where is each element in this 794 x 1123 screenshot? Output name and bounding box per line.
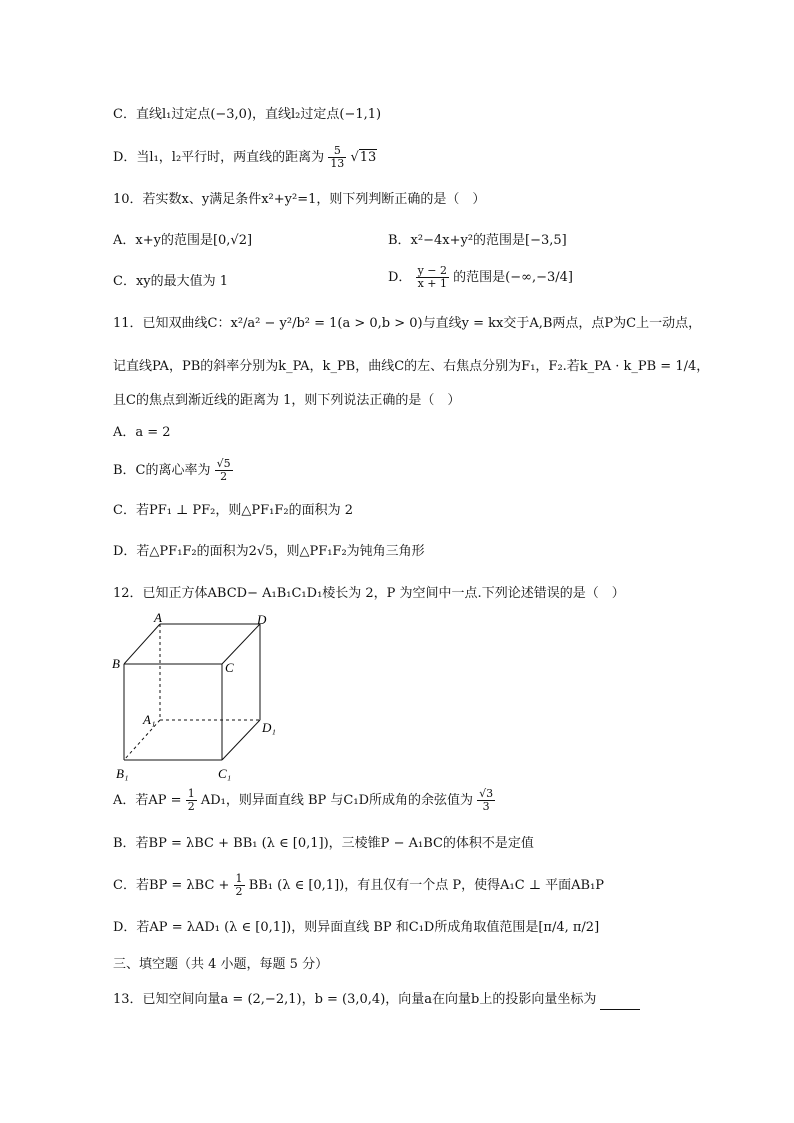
question-13-text: 13．已知空间向量a = (2,−2,1)，b = (3,0,4)，向量a在向量b上的投影向量坐标为 (113, 992, 597, 1007)
option-12a-pre: A．若AP = (113, 793, 186, 808)
sqrt-13: √13 (350, 150, 377, 165)
option-10d (388, 265, 573, 290)
fraction-sqrt5-2 (215, 458, 233, 483)
option-11c: C．若PF₁ ⊥ PF₂，则△PF₁F₂的面积为 2 (113, 503, 354, 518)
section-3-heading: 三、填空题（共 4 小题，每题 5 分） (113, 957, 329, 972)
question-10: 10．若实数x、y满足条件x²+y²=1，则下列判断正确的是（ ） (113, 192, 486, 207)
fraction-denominator: x + 1 (417, 277, 447, 290)
option-10a: A．x+y的范围是[0,√2] (113, 233, 253, 248)
label-D: D (257, 612, 267, 627)
label-A1: A₁ (143, 712, 156, 727)
option-11a: A．a = 2 (113, 425, 171, 440)
option-12d: D．若AP = λAD₁ (λ ∈ [0,1])，则异面直线 BP 和C₁D所成角取值范围是[π/4, π/2] (113, 920, 600, 935)
line-9c: C．直线l₁过定点(−3,0)，直线l₂过定点(−1,1) (113, 107, 382, 122)
option-12c-post: BB₁ (λ ∈ [0,1])，有且仅有一个点 P，使得A₁C ⊥ 平面AB₁P (248, 878, 605, 893)
question-11-line3: 且C的焦点到渐近线的距离为 1，则下列说法正确的是（ ） (113, 393, 461, 408)
fraction-half (186, 788, 197, 813)
fraction-numerator: √3 (479, 787, 494, 800)
fraction-y2-x1 (416, 265, 449, 290)
option-12a-mid: AD₁，则异面直线 BP 与C₁D所成角的余弦值为 (200, 793, 473, 808)
edge-B-A (124, 624, 160, 664)
edge-C-D (222, 624, 260, 664)
label-D1: D₁ (262, 720, 276, 735)
option-11d: D．若△PF₁F₂的面积为2√5，则△PF₁F₂为钝角三角形 (113, 544, 425, 559)
option-10c: C．xy的最大值为 1 (113, 274, 229, 289)
fraction-numerator: √5 (216, 457, 231, 470)
line-9d (113, 145, 377, 170)
fraction-numerator: 5 (328, 145, 346, 158)
question-11-line2: 记直线PA，PB的斜率分别为k_PA，k_PB，曲线C的左、右焦点分别为F₁，F₂.若k_PA · k_PB = 1/4， (113, 359, 710, 374)
option-12a (113, 788, 495, 813)
fraction-denominator: 13 (330, 157, 345, 170)
option-10d-label: D． (388, 270, 412, 285)
fraction-denominator: 2 (187, 800, 195, 813)
fraction-numerator: 1 (235, 872, 243, 885)
option-12c (113, 873, 604, 898)
fraction-denominator: 3 (482, 800, 490, 813)
fraction-numerator: 1 (187, 787, 195, 800)
option-11b-text: B．C的离心率为 (113, 463, 211, 478)
option-11b (113, 458, 233, 483)
option-12c-pre: C．若BP = λBC + (113, 878, 234, 893)
fraction-denominator: 2 (235, 885, 243, 898)
answer-blank (600, 995, 640, 1010)
option-10b: B．x²−4x+y²的范围是[−3,5] (388, 233, 567, 248)
fraction-numerator: y − 2 (417, 264, 448, 277)
label-B1: B₁ (116, 766, 129, 781)
option-10d-text: 的范围是(−∞,−3/4] (453, 270, 573, 285)
line-9d-text: D．当l₁，l₂平行时，两直线的距离为 (113, 150, 325, 165)
edge-C1-D1 (222, 720, 260, 760)
label-C: C (225, 660, 234, 675)
label-A: A (154, 612, 162, 625)
fraction-denominator: 2 (220, 470, 228, 483)
sqrt-radicand: 13 (359, 150, 377, 165)
label-B: B (112, 656, 120, 671)
question-13 (113, 990, 640, 1010)
fraction-5-13 (328, 145, 346, 170)
option-12b: B．若BP = λBC + BB₁ (λ ∈ [0,1])，三棱锥P − A₁BC的体积不是定值 (113, 836, 534, 851)
fraction-sqrt3-3 (477, 788, 495, 813)
question-11-line1: 11．已知双曲线C：x²/a² − y²/b² = 1(a > 0,b > 0)与直线y = kx交于A,B两点，点P为C上一动点， (113, 316, 702, 331)
label-C1: C₁ (218, 766, 232, 781)
question-12: 12．已知正方体ABCD− A₁B₁C₁D₁棱长为 2，P 为空间中一点.下列论述错误的是（ ） (113, 586, 625, 601)
cube-diagram (110, 612, 280, 784)
fraction-half (234, 873, 245, 898)
